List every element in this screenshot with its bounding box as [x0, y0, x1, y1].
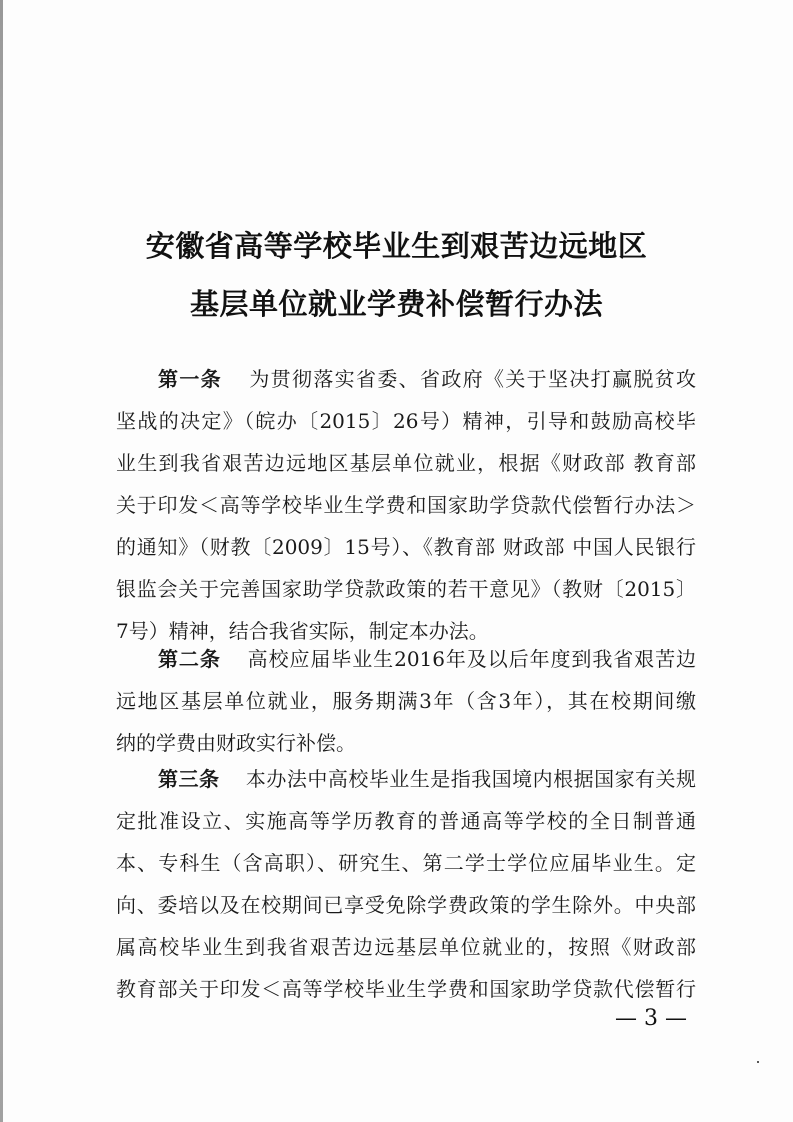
- article-3-line-5: 属高校毕业生到我省艰苦边远基层单位就业的，按照《财政部: [116, 935, 696, 959]
- article-2-line-1: [158, 644, 696, 674]
- article-3-line-2: 定批准设立、实施高等学历教育的普通高等学校的全日制普通: [116, 809, 696, 833]
- article-3-line-1: [158, 764, 696, 794]
- article-3-line-4: 向、委培以及在校期间已享受免除学费政策的学生除外。中央部: [116, 893, 696, 917]
- document-title-line-1: 安徽省高等学校毕业生到艰苦边远地区: [145, 229, 648, 263]
- article-1-line-2: 坚战的决定》（皖办〔2015〕26号）精神，引导和鼓励高校毕: [116, 409, 696, 433]
- article-text: 为贯彻落实省委、省政府《关于坚决打赢脱贫攻: [248, 367, 696, 391]
- scan-edge: [0, 0, 3, 1122]
- page-number: — 3 —: [615, 1006, 687, 1031]
- article-2-line-3: 纳的学费由财政实行补偿。: [116, 731, 356, 755]
- article-1-line-6: 银监会关于完善国家助学贷款政策的若干意见》（教财〔2015〕: [116, 577, 696, 601]
- article-1-line-4: 关于印发＜高等学校毕业生学费和国家助学贷款代偿暂行办法＞: [116, 493, 696, 517]
- article-1-line-3: 业生到我省艰苦边远地区基层单位就业，根据《财政部 教育部: [116, 451, 696, 475]
- document-title-line-2: 基层单位就业学费补偿暂行办法: [189, 287, 603, 321]
- article-2-line-2: 远地区基层单位就业，服务期满3年（含3年），其在校期间缴: [116, 689, 696, 713]
- article-text: 本办法中高校毕业生是指我国境内根据国家有关规: [245, 767, 697, 791]
- article-label: 第二条: [158, 647, 221, 671]
- article-label: 第一条: [158, 367, 222, 391]
- article-3-line-3: 本、专科生（含高职）、研究生、第二学士学位应届毕业生。定: [116, 851, 696, 875]
- article-text: 高校应届毕业生2016年及以后年度到我省艰苦边: [246, 647, 697, 671]
- article-1-line-1: [158, 364, 696, 394]
- article-label: 第三条: [158, 767, 220, 791]
- article-3-line-6: 教育部关于印发＜高等学校毕业生学费和国家助学贷款代偿暂行: [116, 977, 696, 1001]
- article-1-line-7: 7号）精神，结合我省实际，制定本办法。: [116, 619, 489, 643]
- article-1-line-5: 的通知》（财教〔2009〕15号）、《教育部 财政部 中国人民银行: [116, 535, 696, 559]
- scan-speck: [757, 1061, 759, 1063]
